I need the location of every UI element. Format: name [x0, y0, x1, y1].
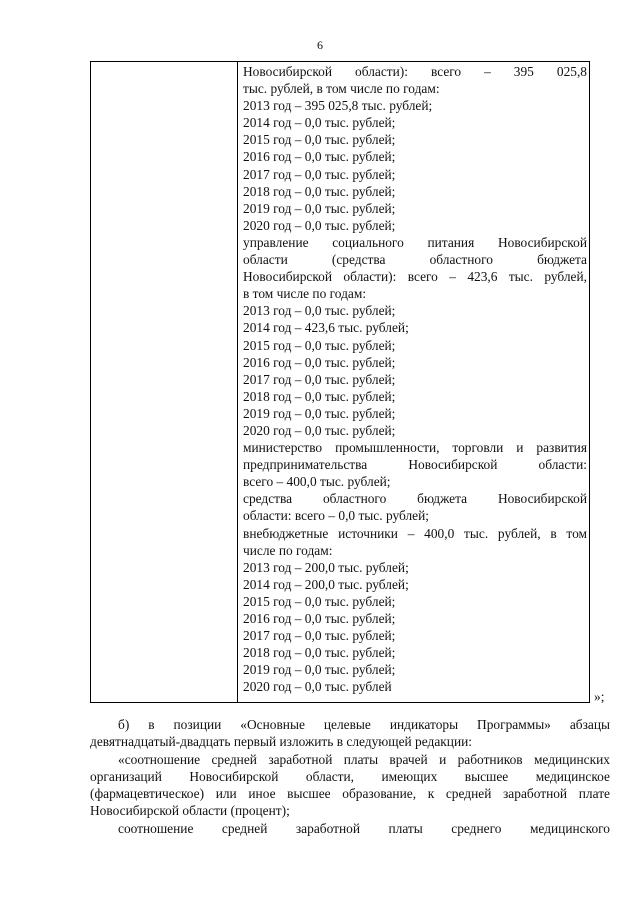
table-cell-line: 2019 год – 0,0 тыс. рублей; — [243, 200, 396, 216]
body-line: организаций Новосибирской области, имеющих высшее медицинское — [90, 768, 610, 784]
table-cell-line: числе по годам: — [243, 542, 333, 558]
table-cell-line: 2020 год – 0,0 тыс. рублей — [243, 679, 392, 695]
table-cell-line: 2017 год – 0,0 тыс. рублей; — [243, 371, 396, 387]
table-cell-line: Новосибирской области): всего – 423,6 тыс. рублей, — [243, 269, 587, 285]
table-cell-line: 2017 год – 0,0 тыс. рублей; — [243, 166, 396, 182]
body-line: б) в позиции «Основные целевые индикаторы Программы» абзацы — [118, 717, 610, 732]
table-cell-line: области: всего – 0,0 тыс. рублей; — [243, 508, 429, 524]
table-cell-line: 2015 год – 0,0 тыс. рублей; — [243, 593, 396, 609]
body-line: девятнадцатый-двадцать первый изложить в следующей редакции: — [90, 734, 473, 750]
table-cell-line: 2013 год – 200,0 тыс. рублей; — [243, 559, 409, 575]
table-cell-line: 2013 год – 395 025,8 тыс. рублей; — [243, 98, 433, 114]
table-cell-line: 2016 год – 0,0 тыс. рублей; — [243, 611, 396, 626]
table-cell-line: 2020 год – 0,0 тыс. рублей; — [243, 422, 396, 438]
table-cell-line: тыс. рублей, в том числе по годам: — [243, 81, 440, 97]
table-cell-line: 2020 год – 0,0 тыс. рублей; — [243, 217, 396, 233]
body-line: соотношение средней заработной платы среднего медицинского — [118, 820, 610, 836]
table-cell-line: 2017 год – 0,0 тыс. рублей; — [243, 628, 396, 644]
body-line: (фармацевтическое) или иное высшее образование, к средней заработной плате — [90, 786, 610, 802]
table-cell-line: области (средства областного бюджета — [243, 252, 587, 268]
table-cell-line: 2013 год – 0,0 тыс. рублей; — [243, 303, 396, 319]
table-cell-line: 2015 год – 0,0 тыс. рублей; — [243, 132, 396, 148]
table-cell-line: 2016 год – 0,0 тыс. рублей; — [243, 354, 396, 370]
table-cell-line: всего – 400,0 тыс. рублей; — [243, 474, 391, 490]
table-cell-funding — [243, 63, 587, 695]
table-cell-line: министерство промышленности, торговли и развития — [243, 440, 587, 456]
table-cell-line: 2014 год – 200,0 тыс. рублей; — [243, 576, 409, 592]
amendment-text — [90, 716, 610, 837]
body-line: Новосибирской области (процент); — [90, 803, 290, 819]
table-cell-line: внебюджетные источники – 400,0 тыс. рублей, в том — [243, 525, 587, 541]
table-cell-line: 2015 год – 0,0 тыс. рублей; — [243, 337, 396, 353]
table-cell-line: предпринимательства Новосибирской области: — [243, 457, 587, 473]
table-cell-line: 2019 год – 0,0 тыс. рублей; — [243, 405, 396, 421]
table-cell-line: управление социального питания Новосибирской — [243, 234, 587, 250]
table-cell-line: 2018 год – 0,0 тыс. рублей; — [243, 183, 396, 199]
table-cell-line: 2019 год – 0,0 тыс. рублей; — [243, 662, 396, 678]
table-cell-line: 2018 год – 0,0 тыс. рублей; — [243, 645, 396, 661]
closing-quote: »; — [594, 689, 605, 704]
table-cell-line: средства областного бюджета Новосибирской — [243, 491, 587, 507]
table-cell-line: 2014 год – 0,0 тыс. рублей; — [243, 115, 396, 131]
table-column-divider — [237, 61, 238, 703]
body-line: «соотношение средней заработной платы врачей и работников медицинских — [118, 751, 610, 767]
table-cell-line: 2016 год – 0,0 тыс. рублей; — [243, 149, 396, 165]
table-cell-line: в том числе по годам: — [243, 286, 367, 302]
page-number: 6 — [317, 38, 323, 52]
table-cell-line: 2018 год – 0,0 тыс. рублей; — [243, 388, 396, 404]
table-cell-line: 2014 год – 423,6 тыс. рублей; — [243, 320, 409, 336]
table-cell-line: Новосибирской области): всего – 395 025,8 — [243, 64, 587, 79]
